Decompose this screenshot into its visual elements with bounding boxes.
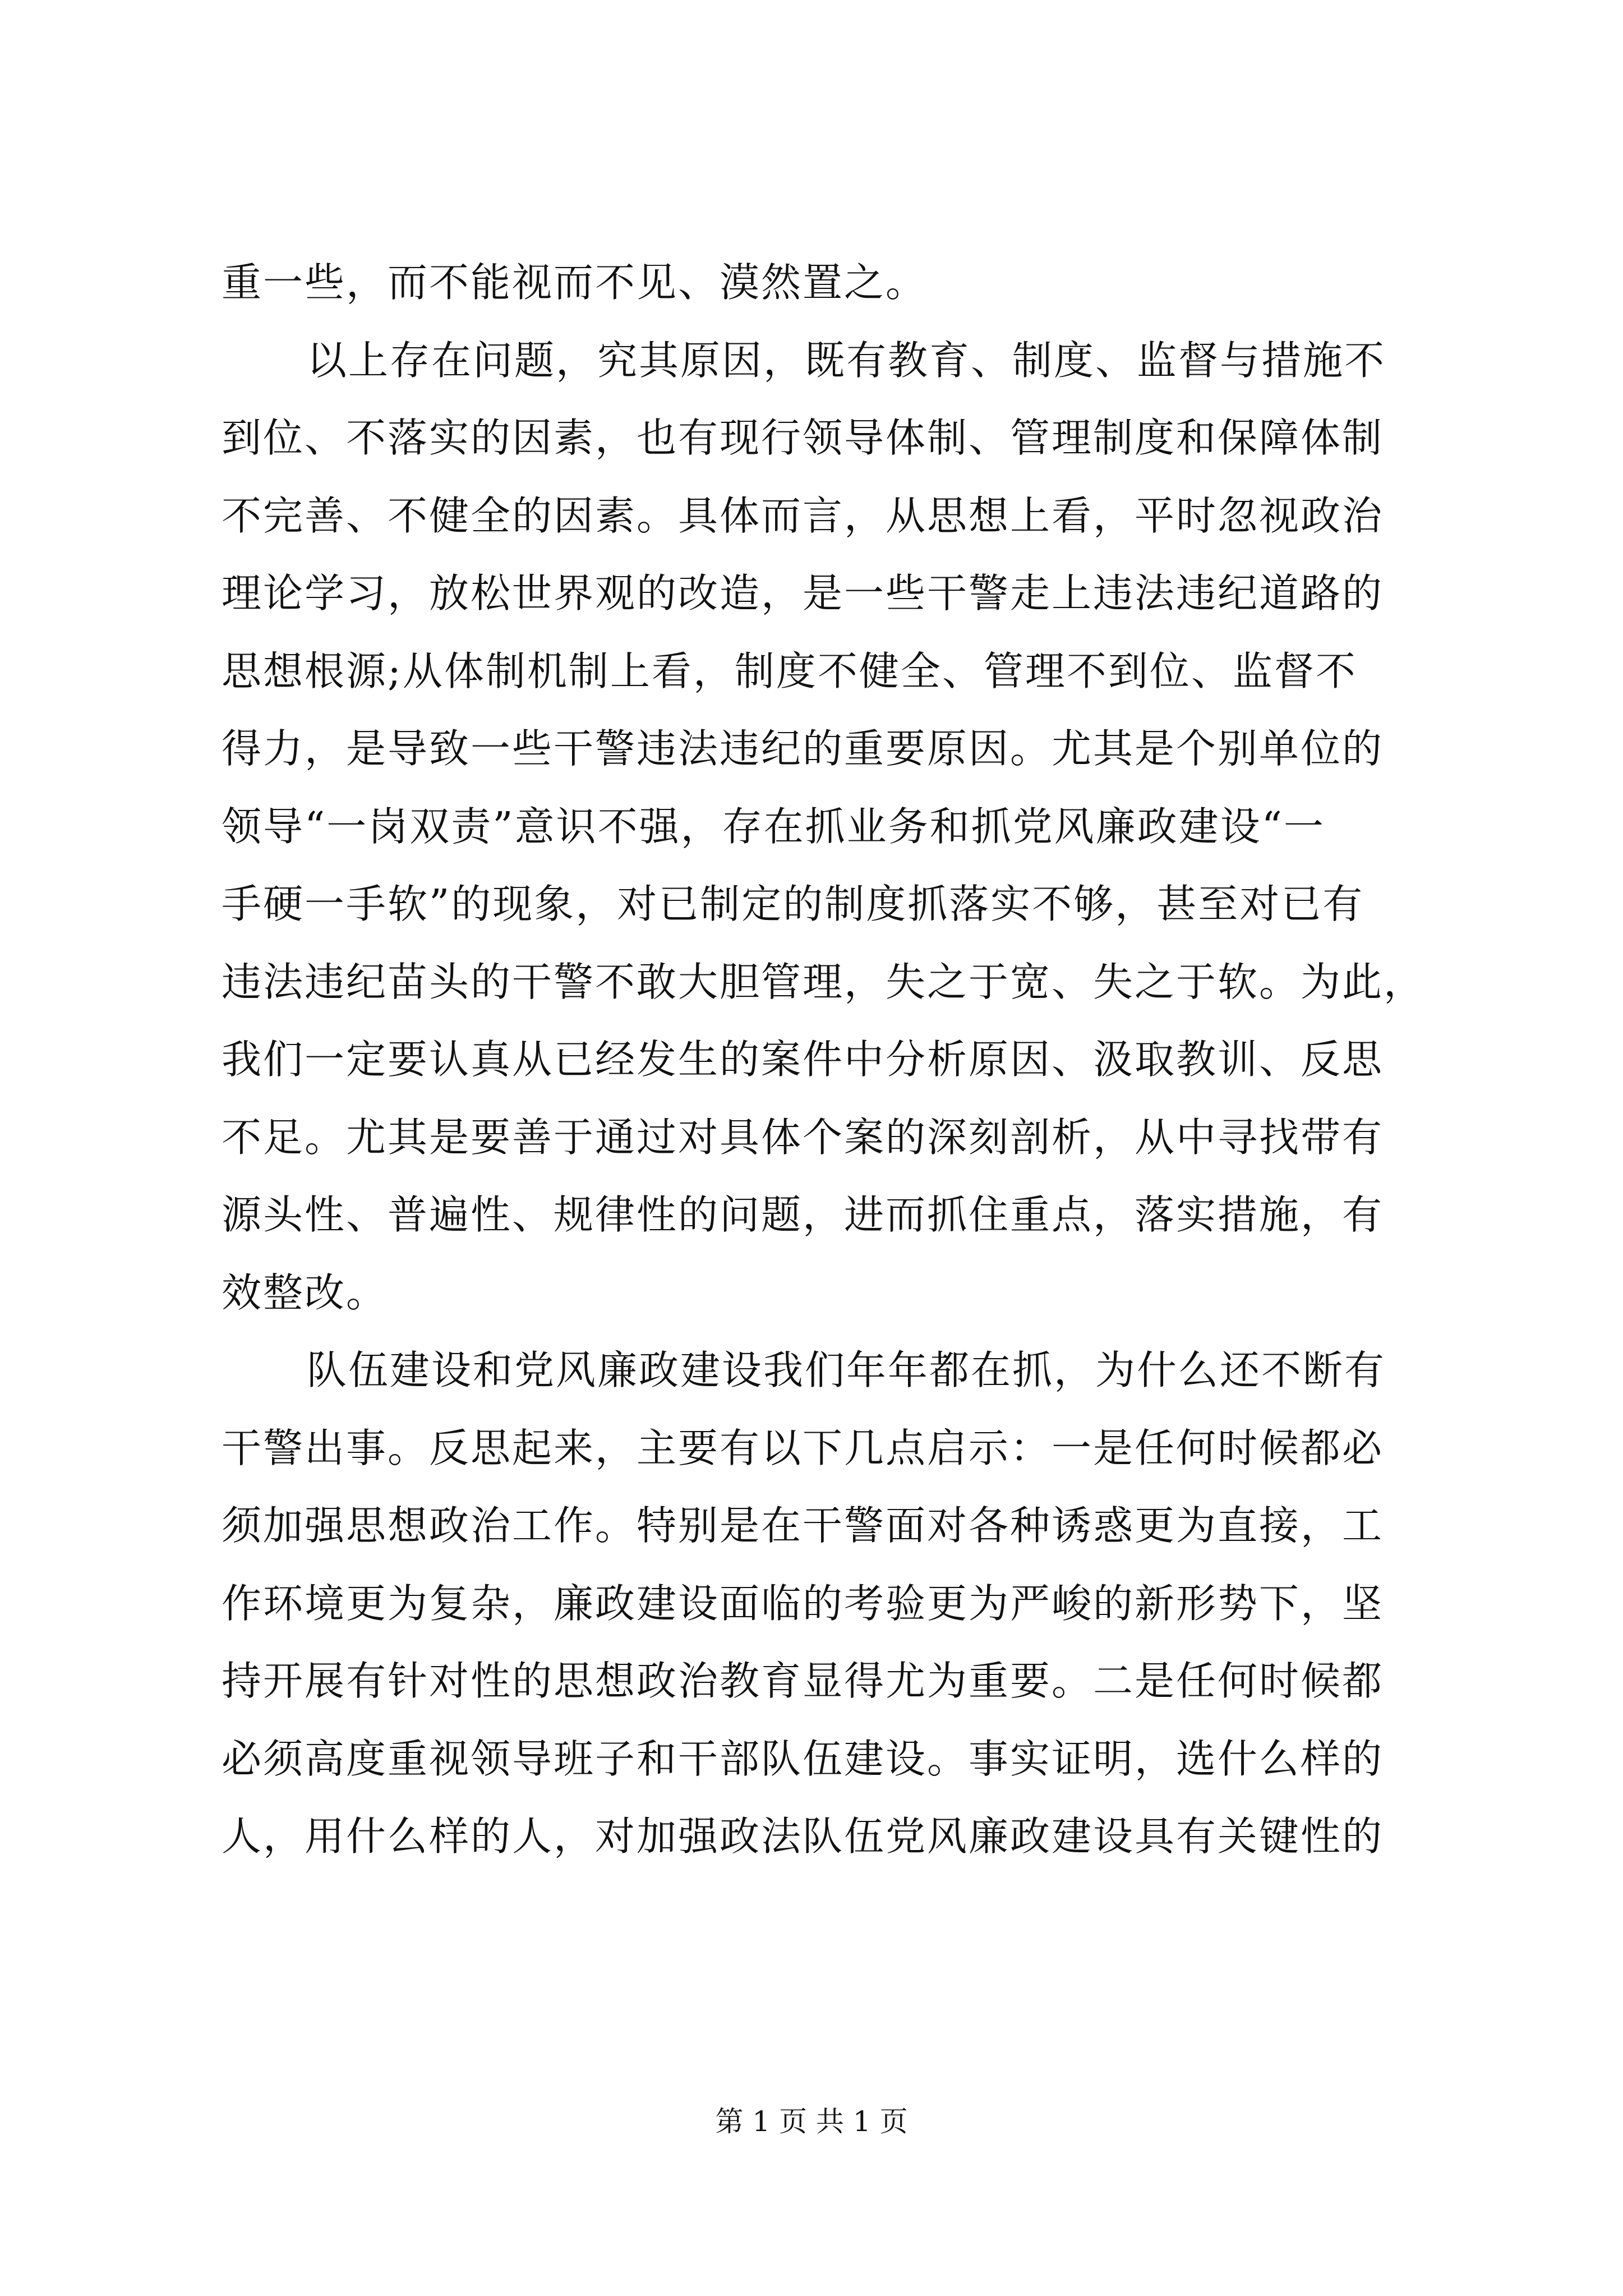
- text-line: 领导“一岗双责”意识不强，存在抓业务和抓党风廉政建设“一: [222, 803, 1325, 850]
- text-line: 我们一定要认真从已经发生的案件中分析原因、汲取教训、反思: [222, 1036, 1384, 1083]
- page-footer: 第 1 页 共 1 页: [715, 2105, 908, 2138]
- text-line: 效整改。: [222, 1269, 388, 1316]
- text-line: 须加强思想政治工作。特别是在干警面对各种诱惑更为直接，工: [222, 1502, 1384, 1549]
- text-line: 重一些，而不能视而不见、漠然置之。: [222, 259, 928, 306]
- text-line: 人，用什么样的人，对加强政法队伍党风廉政建设具有关键性的: [222, 1813, 1384, 1860]
- text-line: 不完善、不健全的因素。具体而言，从思想上看，平时忽视政治: [222, 492, 1384, 539]
- text-line: 源头性、普遍性、规律性的问题，进而抓住重点，落实措施，有: [222, 1191, 1384, 1238]
- document-body: [222, 244, 1426, 1876]
- text-line: 思想根源;从体制机制上看，制度不健全、管理不到位、监督不: [222, 647, 1357, 694]
- text-line: 手硬一手软”的现象，对已制定的制度抓落实不够，甚至对已有: [222, 881, 1364, 927]
- text-line: 必须高度重视领导班子和干部队伍建设。事实证明，选什么样的: [222, 1735, 1384, 1782]
- text-line: 违法违纪苗头的干警不敢大胆管理，失之于宽、失之于软。为此，: [222, 958, 1426, 1005]
- text-line: 持开展有针对性的思想政治教育显得尤为重要。二是任何时候都: [222, 1658, 1384, 1704]
- text-line: 不足。尤其是要善于通过对具体个案的深刻剖析，从中寻找带有: [222, 1114, 1384, 1161]
- text-line: 理论学习，放松世界观的改造，是一些干警走上违法违纪道路的: [222, 570, 1384, 616]
- text-line: 作环境更为复杂，廉政建设面临的考验更为严峻的新形势下，坚: [222, 1580, 1384, 1627]
- text-line: 得力，是导致一些干警违法违纪的重要原因。尤其是个别单位的: [222, 725, 1384, 772]
- paragraph-start-line: 以上存在问题，究其原因，既有教育、制度、监督与措施不: [307, 337, 1386, 384]
- text-line: 干警出事。反思起来，主要有以下几点启示：一是任何时候都必: [222, 1424, 1384, 1471]
- text-line: 到位、不落实的因素，也有现行领导体制、管理制度和保障体制: [222, 415, 1384, 461]
- paragraph-start-line: 队伍建设和党风廉政建设我们年年都在抓，为什么还不断有: [307, 1347, 1386, 1393]
